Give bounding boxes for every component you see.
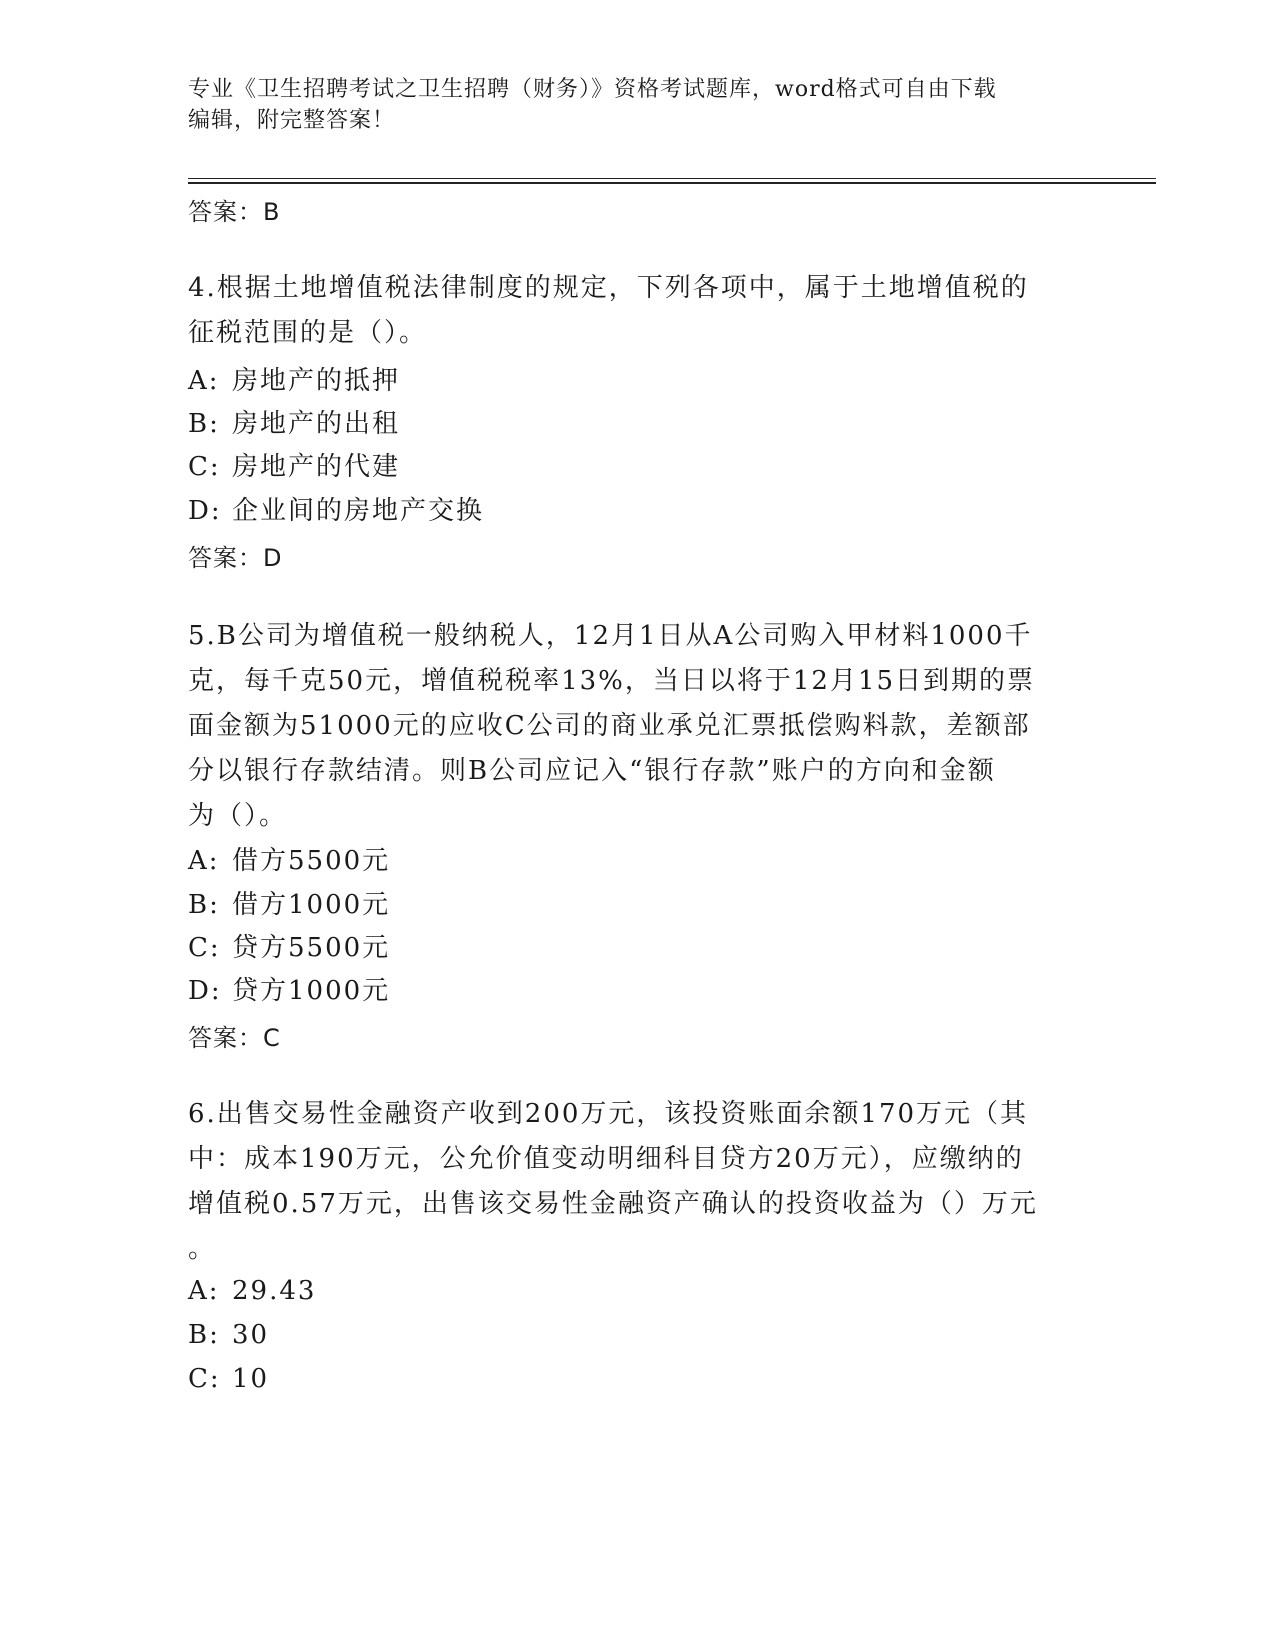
option-text: 贷方1000元 [232, 976, 391, 1006]
question-5-line-2: 克，每千克50元，增值税税率13%，当日以将于12月15日到期的票 [188, 666, 1036, 696]
question-4-line-1: 4.根据土地增值税法律制度的规定，下列各项中，属于土地增值税的 [188, 273, 1029, 303]
header-line-2: 编辑，附完整答案！ [188, 108, 396, 133]
option-text: 贷方5500元 [232, 933, 391, 963]
option-label: B: [188, 890, 220, 920]
question-6-line-2: 中：成本190万元，公允价值变动明细科目贷方20万元），应缴纳的 [188, 1144, 1024, 1174]
q5-answer: 答案：C [188, 1024, 281, 1052]
question-5-line-4: 分以银行存款结清。则B公司应记入“银行存款”账户的方向和金额 [188, 756, 996, 786]
q4-option-c [188, 446, 400, 483]
q4-option-b [188, 403, 400, 440]
option-label: B: [188, 1320, 220, 1350]
q4-answer: 答案：D [188, 544, 283, 572]
q4-option-a [188, 360, 400, 397]
q6-option-c [188, 1364, 269, 1394]
q4-option-d [188, 490, 484, 527]
option-text: 企业间的房地产交换 [232, 496, 485, 526]
q5-option-d [188, 970, 390, 1007]
header-line-1: 专业《卫生招聘考试之卫生招聘（财务）》资格考试题库，word格式可自由下载 [188, 77, 997, 102]
option-label: A: [188, 366, 220, 396]
question-4-line-2: 征税范围的是（）。 [188, 318, 428, 348]
q6-option-b [188, 1320, 269, 1350]
option-label: C: [188, 452, 221, 482]
question-5 [188, 614, 1078, 839]
option-label: A: [188, 1276, 220, 1306]
option-text: 30 [232, 1320, 270, 1350]
option-text: 29.43 [232, 1276, 317, 1306]
question-5-line-5: 为（）。 [188, 801, 288, 831]
question-6-line-4: 。 [188, 1234, 217, 1264]
header-divider-thick [188, 182, 1156, 184]
header-divider-thin [188, 178, 1156, 179]
option-text: 借方5500元 [232, 846, 391, 876]
question-5-line-3: 面金额为51000元的应收C公司的商业承兑汇票抵偿购料款，差额部 [188, 711, 1031, 741]
option-label: A: [188, 846, 220, 876]
question-5-line-1: 5.B公司为增值税一般纳税人，12月1日从A公司购入甲材料1000千 [188, 621, 1033, 651]
answer-prev: 答案：B [188, 198, 281, 226]
option-text: 房地产的代建 [232, 452, 401, 482]
option-text: 10 [232, 1364, 270, 1394]
question-6-line-3: 增值税0.57万元，出售该交易性金融资产确认的投资收益为（）万元 [188, 1189, 1038, 1219]
q5-option-b [188, 884, 390, 921]
q5-option-a [188, 840, 390, 877]
option-text: 借方1000元 [232, 890, 391, 920]
option-text: 房地产的抵押 [232, 366, 401, 396]
question-4 [188, 266, 1078, 356]
option-label: D: [188, 976, 222, 1006]
question-6 [188, 1092, 1078, 1272]
option-label: C: [188, 1364, 221, 1394]
q5-option-c [188, 927, 390, 964]
option-label: D: [188, 496, 222, 526]
question-6-line-1: 6.出售交易性金融资产收到200万元，该投资账面余额170万元（其 [188, 1099, 1029, 1129]
option-text: 房地产的出租 [232, 409, 401, 439]
document-header [188, 74, 1068, 136]
q6-option-a [188, 1276, 316, 1306]
option-label: C: [188, 933, 221, 963]
option-label: B: [188, 409, 220, 439]
